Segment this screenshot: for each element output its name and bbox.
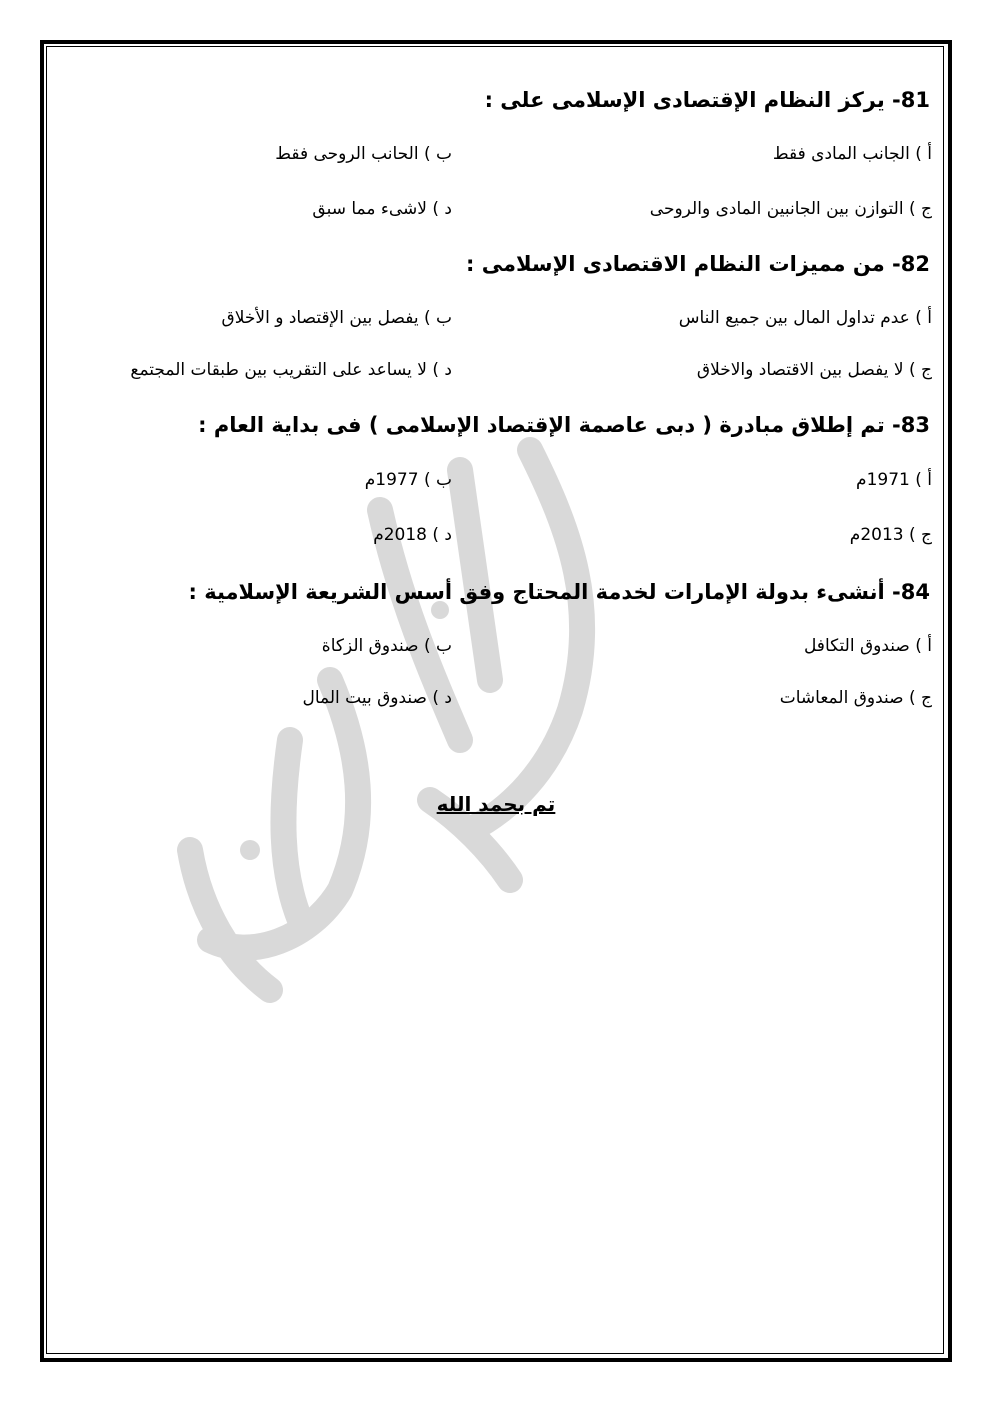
- question-81-option-b: ب ) الحانب الروحى فقط: [275, 144, 452, 164]
- question-83-option-d: د ) 2018م: [373, 525, 452, 545]
- question-82-option-b: ب ) يفصل بين الإقتصاد و الأخلاق: [221, 308, 452, 328]
- question-82-option-d: د ) لا يساعد على التقريب بين طبقات المجتمع: [130, 360, 452, 380]
- question-82-title: 82- من مميزات النظام الاقتصادى الإسلامى :: [466, 252, 930, 276]
- question-81-option-c: ج ) التوازن بين الجانبين المادى والروحى: [649, 199, 932, 219]
- question-83-option-c: ج ) 2013م: [849, 525, 932, 545]
- question-82-option-c: ج ) لا يفصل بين الاقتصاد والاخلاق: [696, 360, 932, 380]
- closing-phrase: تم بحمد الله: [436, 792, 556, 816]
- question-83-option-b: ب ) 1977م: [364, 470, 452, 490]
- question-84-option-b: ب ) صندوق الزكاة: [321, 636, 452, 656]
- question-83-option-a: أ ) 1971م: [856, 470, 932, 490]
- question-83-title: 83- تم إطلاق مبادرة ( دبى عاصمة الإقتصاد الإسلامى ) فى بداية العام :: [198, 413, 930, 437]
- question-81-option-a: أ ) الجانب المادى فقط: [772, 144, 932, 164]
- question-81-title: 81- يركز النظام الإقتصادى الإسلامى على :: [484, 88, 930, 112]
- question-84-option-a: أ ) صندوق التكافل: [803, 636, 932, 656]
- question-84-option-c: ج ) صندوق المعاشات: [779, 688, 932, 708]
- question-82-option-a: أ ) عدم تداول المال بين جميع الناس: [678, 308, 932, 328]
- question-81-option-d: د ) لاشىء مما سبق: [312, 199, 452, 219]
- question-84-title: 84- أنشىء بدولة الإمارات لخدمة المحتاج وفق أسس الشريعة الإسلامية :: [188, 580, 930, 604]
- question-84-option-d: د ) صندوق بيت المال: [302, 688, 452, 708]
